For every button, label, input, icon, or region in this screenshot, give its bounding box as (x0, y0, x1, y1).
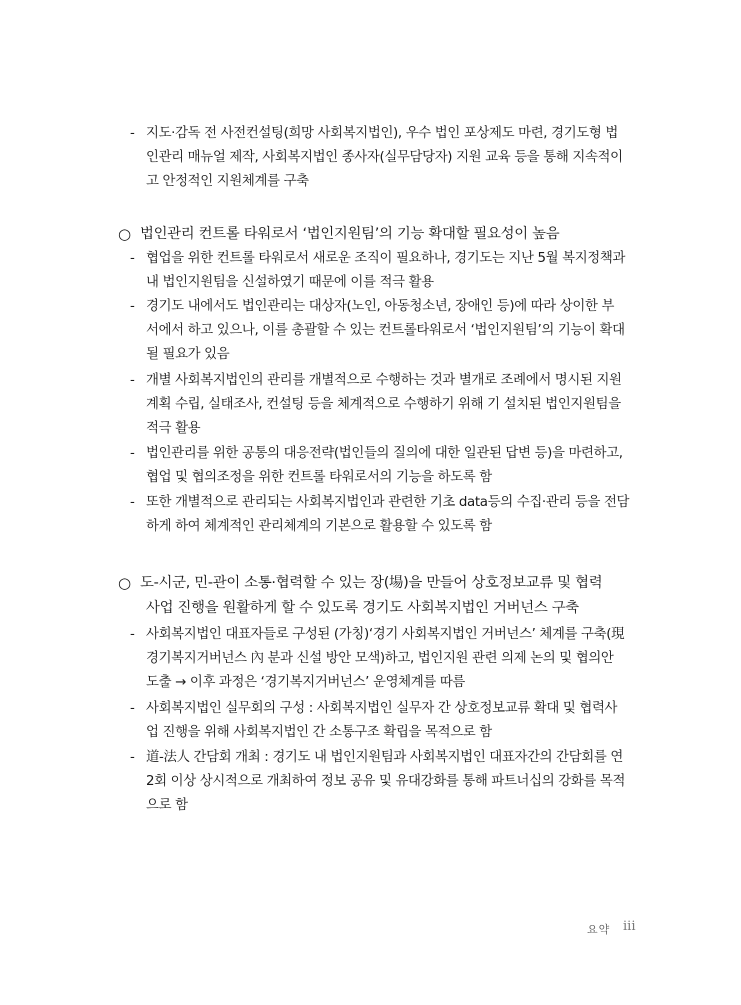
dash-bullet: - (130, 627, 135, 642)
text-line: 경기도 내에서도 법인관리는 대상자(노인, 아동청소년, 장애인 등)에 따라 상이한 부 (146, 299, 615, 314)
dash-bullet: - (130, 126, 135, 141)
text-line: 업 진행을 위해 사회복지법인 간 소통구조 확립을 목적으로 함 (146, 725, 492, 740)
text-line: 개별 사회복지법인의 관리를 개별적으로 수행하는 것과 별개로 조례에서 명시된 지원 (146, 373, 622, 388)
text-line: 협업을 위한 컨트롤 타워로서 새로운 조직이 필요하나, 경기도는 지난 5월 복지정책과 (146, 251, 626, 266)
text-line: 될 필요가 있음 (146, 347, 230, 362)
text-line: 협업 및 협의조정을 위한 컨트롤 타워로서의 기능을 하도록 함 (146, 470, 492, 485)
dash-bullet: - (130, 495, 135, 510)
dash-bullet: - (130, 446, 135, 461)
text-line: 경기복지거버넌스 內 분과 신설 방안 모색)하고, 법인지원 관련 의제 논의 및 협의안 (146, 651, 614, 666)
text-line: 道-法人 간담회 개최 : 경기도 내 법인지원팀과 사회복지법인 대표자간의 간담회를 연 (146, 750, 623, 765)
text-line: 지도·감독 전 사전컨설팅(희망 사회복지법인), 우수 법인 포상제도 마련, 경기도형 법 (146, 126, 618, 141)
text-line: 2회 이상 상시적으로 개최하여 정보 공유 및 유대강화를 통해 파트너십의 강화를 목적 (146, 774, 626, 789)
text-line: 법인관리를 위한 공통의 대응전략(법인들의 질의에 대한 일관된 답변 등)을 마련하고, (146, 446, 623, 461)
circle-bullet: ○ (118, 574, 132, 592)
footer-label: 요약 (587, 923, 611, 936)
dash-bullet: - (130, 299, 135, 314)
dash-bullet: - (130, 251, 135, 266)
text-line: 서에서 하고 있으나, 이를 총괄할 수 있는 컨트롤타워로서 ‘법인지원팀’의 기능이 확대 (146, 323, 625, 338)
section-heading: 도-시군, 민-관이 소통·협력할 수 있는 장(場)을 만들어 상호정보교류 및 협력 (140, 575, 603, 591)
text-line: 계획 수립, 실태조사, 컨설팅 등을 체계적으로 수행하기 위해 기 설치된 법인지원팀을 (146, 397, 621, 412)
text-line: 사회복지법인 실무회의 구성 : 사회복지법인 실무자 간 상호정보교류 확대 및 협력사 (146, 701, 618, 716)
text-line: 고 안정적인 지원체계를 구축 (146, 174, 309, 189)
text-line: 내 법인지원팀을 신설하였기 때문에 이를 적극 활용 (146, 275, 434, 290)
dash-bullet: - (130, 701, 135, 716)
text-line: 적극 활용 (146, 421, 201, 436)
text-line: 인관리 매뉴얼 제작, 사회복지법인 종사자(실무담당자) 지원 교육 등을 통해 지속적이 (146, 150, 623, 165)
circle-bullet: ○ (118, 225, 132, 243)
text-line: 하게 하여 체계적인 관리체계의 기본으로 활용할 수 있도록 함 (146, 519, 492, 534)
text-line: 사회복지법인 대표자들로 구성된 (가칭)‘경기 사회복지법인 거버넌스’ 체계를 구축(現 (146, 627, 625, 642)
text-line: 또한 개별적으로 관리되는 사회복지법인과 관련한 기초 data등의 수집·관리 등을 전담 (146, 495, 630, 510)
section-heading: 사업 진행을 원활하게 할 수 있도록 경기도 사회복지법인 거버넌스 구축 (146, 600, 579, 616)
text-line: 으로 함 (146, 798, 188, 813)
section-heading: 법인관리 컨트롤 타워로서 ‘법인지원팀’의 기능 확대할 필요성이 높음 (140, 226, 560, 242)
dash-bullet: - (130, 373, 135, 388)
text-line: 도출 → 이후 과정은 ‘경기복지거버넌스’ 운영체계를 따름 (146, 675, 465, 690)
page-number: iii (623, 919, 636, 934)
dash-bullet: - (130, 750, 135, 765)
